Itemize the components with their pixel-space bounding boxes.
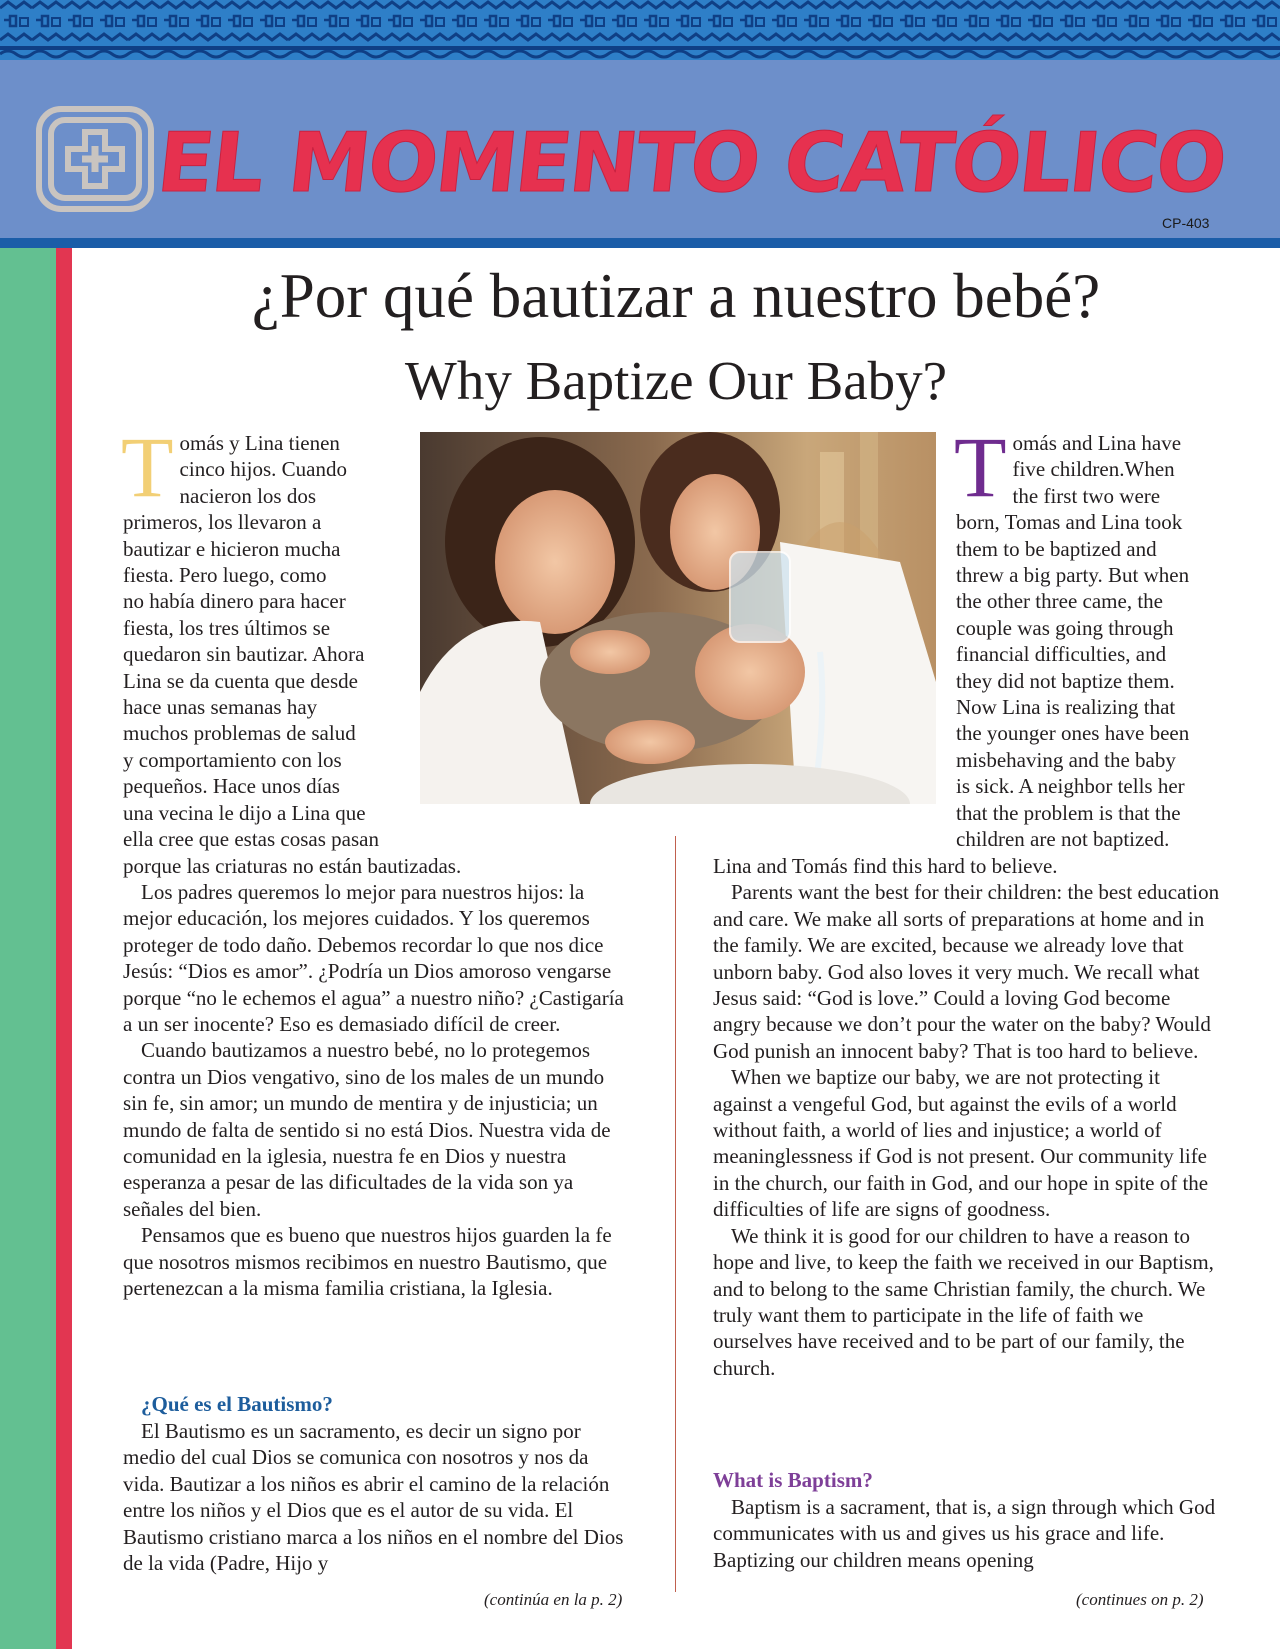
spanish-body <box>123 879 633 1302</box>
spanish-intro-line: porque las criaturas no están bautizadas. <box>123 853 462 878</box>
spanish-intro-line: no había dinero para hacer <box>123 589 346 614</box>
spanish-intro-line: fiesta. Pero luego, como <box>123 563 327 588</box>
spanish-intro-line: Lina se da cuenta que desde <box>123 668 358 693</box>
masthead-title: EL MOMENTO CATÓLICO <box>153 116 1230 211</box>
english-intro-line: couple was going through <box>956 615 1174 640</box>
spanish-intro-line: primeros, los llevaron a <box>123 510 322 535</box>
spanish-drop-cap: T <box>121 419 174 515</box>
pattern-ornament <box>0 0 1280 60</box>
english-intro-line: them to be baptized and <box>956 536 1157 561</box>
english-intro-line: the first two were <box>1012 483 1161 508</box>
english-intro-line: the younger ones have been <box>956 721 1190 746</box>
english-intro-line: that the problem is that the <box>956 800 1181 825</box>
column-divider <box>675 836 676 1592</box>
cross-logo-icon <box>36 106 154 212</box>
masthead-rule <box>0 238 1280 248</box>
spanish-intro-line: cinco hijos. Cuando <box>179 457 347 482</box>
english-paragraph: When we baptize our baby, we are not protecting it against a vengeful God, but against the evils of a world without faith, a world of lies and injustice; a world of meaninglessness if God is not present. Our community life in the church, our faith in God, and our hope in spite of the difficulties of life are signs of goodness. <box>713 1065 1209 1222</box>
english-continues-note: (continues on p. 2) <box>1076 1590 1204 1609</box>
spanish-intro-line: muchos problemas de salud <box>123 721 356 746</box>
english-subhead: What is Baptism? <box>713 1468 873 1492</box>
spanish-paragraph: Cuando bautizamos a nuestro bebé, no lo protegemos contra un Dios vengativo, sino de los males de un mundo sin fe, sin amor; un mundo de mentira y de injusticia; un mundo de falta de sentido si no está Dios. Nuestra vida de comunidad en la iglesia, nuestra fe en Dios y nuestra esperanza a pesar de las dificultades de la vida son ya señales del bien. <box>123 1038 611 1221</box>
english-intro-line: misbehaving and the baby <box>956 747 1176 772</box>
english-intro-line: the other three came, the <box>956 589 1163 614</box>
english-intro-line: threw a big party. But when <box>956 563 1190 588</box>
spanish-subhead: ¿Qué es el Bautismo? <box>141 1392 333 1416</box>
title-spanish: ¿Por qué bautizar a nuestro bebé? <box>251 261 1101 331</box>
english-sub-paragraph: Baptism is a sacrament, that is, a sign through which God communicates with us and gives us his grace and life. Baptizing our children means opening <box>713 1495 1216 1572</box>
english-intro-line: five children.When <box>1012 457 1175 482</box>
english-intro-line: children are not baptized. <box>956 827 1170 852</box>
publication-code: CP-403 <box>1162 215 1210 231</box>
english-intro-line: born, Tomas and Lina took <box>956 510 1183 535</box>
spanish-intro-line: omás y Lina tienen <box>179 431 340 455</box>
english-intro-line: they did not baptize them. <box>956 668 1175 693</box>
english-intro <box>954 419 1226 853</box>
spanish-intro-line: bautizar e hicieron mucha <box>123 536 341 561</box>
english-intro-line: Now Lina is realizing that <box>956 695 1176 720</box>
title-english: Why Baptize Our Baby? <box>404 350 948 411</box>
spanish-intro-line: ella cree que estas cosas pasan <box>123 827 379 852</box>
side-bar-red <box>56 248 72 1649</box>
spanish-intro-line: fiesta, los tres últimos se <box>123 615 331 640</box>
spanish-sub-body <box>123 1418 633 1576</box>
side-bar-green <box>0 248 56 1649</box>
spanish-intro-line: hace unas semanas hay <box>123 695 318 720</box>
spanish-paragraph: Pensamos que es bueno que nuestros hijos guarden la fe que nosotros mismos recibimos en nuestro Bautismo, que pertenezcan a la misma familia cristiana, la Iglesia. <box>123 1223 612 1301</box>
english-body <box>713 853 1223 1381</box>
english-sub-body <box>713 1494 1223 1573</box>
english-intro-line: omás and Lina have <box>1012 431 1182 455</box>
spanish-intro <box>121 419 462 879</box>
english-intro-line: is sick. A neighbor tells her <box>956 774 1185 799</box>
english-drop-cap: T <box>954 419 1007 515</box>
english-intro-tail: Lina and Tomás find this hard to believe. <box>713 854 1058 878</box>
spanish-intro-line: quedaron sin bautizar. Ahora <box>123 642 365 667</box>
english-intro-line: financial difficulties, and <box>956 642 1167 667</box>
spanish-paragraph: Los padres queremos lo mejor para nuestros hijos: la mejor educación, los mejores cuidados. Y los queremos proteger de todo daño. Debemos recordar lo que nos dice Jesús: “Dios es amor”. ¿Podría un Dios amoroso vengarse porque “no le echemos el agua” a nuestro niño? ¿Castigaría a un ser inocente? Eso es demasiado difícil de creer. <box>123 880 624 1037</box>
english-paragraph: We think it is good for our children to have a reason to hope and live, to keep the faith we received in our Baptism, and to belong to the same Christian family, the church. We truly want them to participate in the life of faith we ourselves have received and to be part of our family, the church. <box>713 1223 1214 1380</box>
english-paragraph: Parents want the best for their children: the best education and care. We make all sorts of preparations at home and in the family. We are excited, because we already love that unborn baby. God also loves it very much. We recall what Jesus said: “God is love.” Could a loving God become angry because we don’t pour the water on the baby? Would God punish an innocent baby? That is too hard to believe. <box>713 880 1220 1063</box>
spanish-intro-line: una vecina le dijo a Lina que <box>123 800 366 825</box>
baptism-photo <box>420 432 936 804</box>
spanish-intro-line: pequeños. Hace unos días <box>123 774 340 799</box>
spanish-intro-line: y comportamiento con los <box>123 747 342 772</box>
header-pattern <box>0 0 1280 60</box>
spanish-continues-note: (continúa en la p. 2) <box>484 1590 623 1609</box>
spanish-intro-line: nacieron los dos <box>179 483 317 508</box>
spanish-sub-paragraph: El Bautismo es un sacramento, es decir un signo por medio del cual Dios se comunica con nosotros y nos da vida. Bautizar a los niños es abrir el camino de la relación entre los niños y el Dios que es el autor de su vida. El Bautismo cristiano marca a los niños en el nombre del Dios de la vida (Padre, Hijo y <box>123 1419 624 1576</box>
